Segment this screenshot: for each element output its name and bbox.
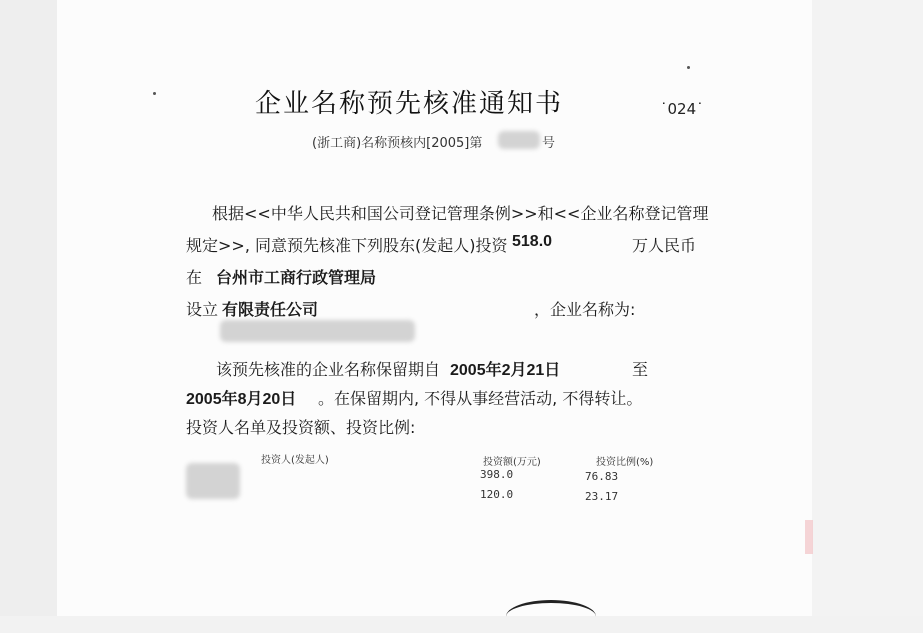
redacted-investor-names	[186, 463, 240, 499]
company-type: 有限责任公司	[222, 302, 319, 319]
reference-prefix: (浙工商)名称预核内[2005]第	[312, 136, 483, 151]
document-number: ˙024˙	[660, 100, 704, 118]
paragraph2-line2: 。在保留期内, 不得从事经营活动, 不得转让。	[318, 389, 643, 408]
reservation-start-date: 2005年2月21日	[450, 362, 561, 379]
redacted-company-name	[220, 320, 415, 342]
document-number-value: 024	[667, 100, 697, 118]
company-name-suffix: ，企业名称为:	[534, 300, 636, 319]
reservation-end-date: 2005年8月20日	[186, 391, 297, 408]
table-row-2-amount: 120.0	[480, 488, 514, 501]
paragraph1-line2: 规定>>, 同意预先核准下列股东(发起人)投资	[186, 236, 508, 255]
scan-speck	[153, 92, 156, 95]
table-row-1-amount: 398.0	[480, 468, 514, 481]
paragraph2-line1: 该预先核准的企业名称保留期自	[216, 360, 441, 379]
reference-suffix: 号	[542, 136, 556, 151]
table-header-investor: 投资人(发起人)	[261, 455, 329, 466]
table-header-amount: 投资额(万元)	[483, 457, 541, 468]
to-label: 至	[632, 360, 649, 379]
paragraph1-line1: 根据<<中华人民共和国公司登记管理条例>>和<<企业名称登记管理	[212, 204, 709, 223]
table-row-2-ratio: 23.17	[585, 490, 619, 503]
investor-list-heading: 投资人名单及投资额、投资比例:	[186, 418, 416, 437]
establish-label: 设立	[186, 300, 219, 319]
redacted-reference-number	[498, 131, 540, 149]
scan-speck	[687, 66, 690, 69]
investment-amount: 518.0	[512, 233, 553, 250]
left-background	[0, 0, 57, 616]
table-header-ratio: 投资比例(%)	[596, 457, 654, 468]
right-background	[812, 0, 923, 616]
registration-authority: 台州市工商行政管理局	[216, 270, 377, 287]
investment-unit: 万人民币	[632, 236, 697, 255]
document-title: 企业名称预先核准通知书	[255, 89, 564, 119]
table-row-1-ratio: 76.83	[585, 470, 619, 483]
edge-stain	[805, 520, 813, 554]
at-label: 在	[186, 268, 203, 287]
seal-stamp-edge	[506, 600, 596, 633]
